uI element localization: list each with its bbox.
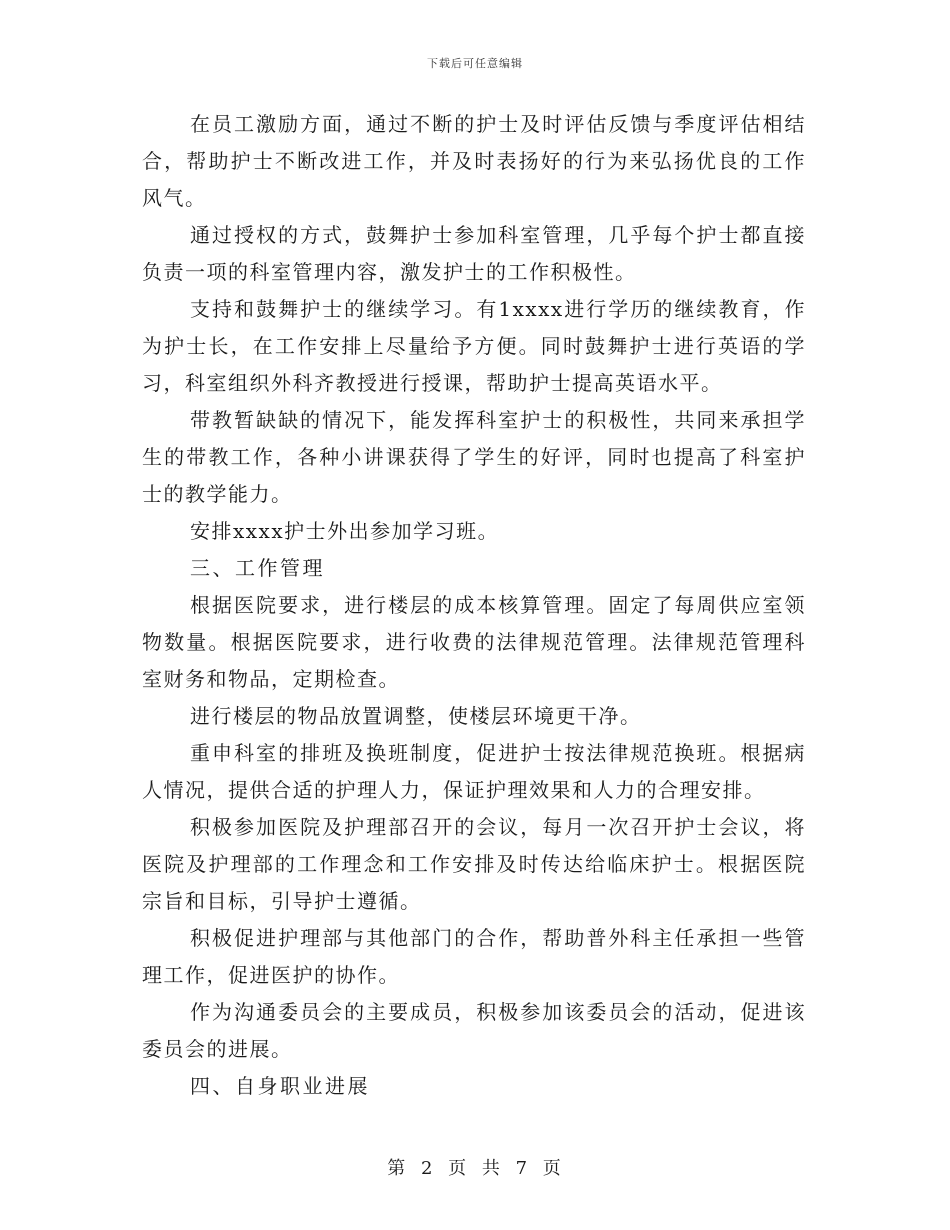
paragraph-item-arrangement: 进行楼层的物品放置调整，使楼层环境更干净。 [190, 704, 642, 728]
paragraph-scheduling: 重申科室的排班及换班制度，促进护士按法律规范换班。根据病人情况，提供合适的护理人力，保证护理效果和人力的合理安排。 [142, 741, 806, 802]
section-heading-work-management: 三、工作管理 [190, 556, 325, 580]
page-number-footer: 第 2 页 共 7 页 [387, 1158, 563, 1179]
section-heading-career-development: 四、自身职业进展 [190, 1074, 370, 1098]
paragraph-continuing-education: 支持和鼓舞护士的继续学习。有1xxxx进行学历的继续教育，作为护士长，在工作安排上尽量给予方便。同时鼓舞护士进行英语的学习，科室组织外科齐教授进行授课，帮助护士提高英语水平。 [142, 297, 806, 395]
document-body [142, 106, 806, 1105]
paragraph-cost-accounting: 根据医院要求，进行楼层的成本核算管理。固定了每周供应室领物数量。根据医院要求，进行收费的法律规范管理。法律规范管理科室财务和物品，定期检查。 [142, 593, 806, 691]
paragraph-training-class: 安排xxxx护士外出参加学习班。 [190, 519, 500, 543]
paragraph-cooperation: 积极促进护理部与其他部门的合作，帮助普外科主任承担一些管理工作，促进医护的协作。 [142, 926, 806, 987]
paragraph-meetings: 积极参加医院及护理部召开的会议，每月一次召开护士会议，将医院及护理部的工作理念和工作安排及时传达给临床护士。根据医院宗旨和目标，引导护士遵循。 [142, 815, 806, 913]
paragraph-committee: 作为沟通委员会的主要成员，积极参加该委员会的活动，促进该委员会的进展。 [142, 1000, 806, 1061]
paragraph-authorization: 通过授权的方式，鼓舞护士参加科室管理，几乎每个护士都直接负责一项的科室管理内容，激发护士的工作积极性。 [142, 223, 806, 284]
paragraph-staff-motivation: 在员工激励方面，通过不断的护士及时评估反馈与季度评估相结合，帮助护士不断改进工作，并及时表扬好的行为来弘扬优良的工作风气。 [142, 112, 806, 210]
paragraph-teaching: 带教暂缺缺的情况下，能发挥科室护士的积极性，共同来承担学生的带教工作，各种小讲课获得了学生的好评，同时也提高了科室护士的教学能力。 [142, 408, 806, 506]
page-header: 下载后可任意编辑 [427, 57, 523, 70]
